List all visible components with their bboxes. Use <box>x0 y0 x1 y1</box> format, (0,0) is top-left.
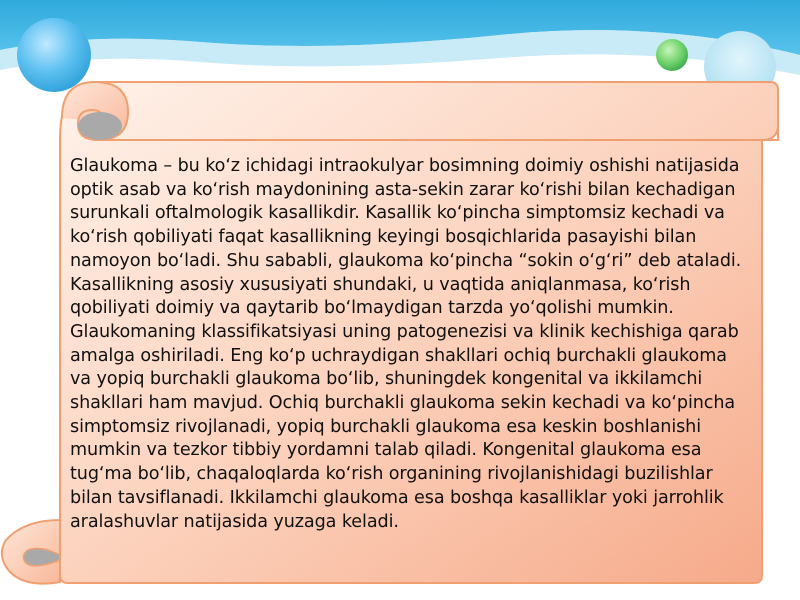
body-paragraph: Glaukoma – bu ko‘z ichidagi intraokulyar bosimning doimiy oshishi natijasida optik asab va ko‘rish maydonining asta-sekin zarar ko‘rishi bilan kechadigan surunkali oftalmologik kasallikdir. Kasallik ko‘pincha simptomsiz kechadi va ko‘rish qobiliyati faqat kasallikning keyingi bosqichlarida pasayishi bilan namoyon bo‘ladi. Shu sababli, glaukoma ko‘pincha “sokin o‘g‘ri” deb ataladi. Kasallikning asosiy xususiyati shundaki, u vaqtida aniqlanmasa, ko‘rish qobiliyati doimiy va qaytarib bo‘lmaydigan tarzda yo‘qolishi mumkin. Glaukomaning klassifikatsiyasi uning patogenezisi va klinik kechishiga qarab amalga oshiriladi. Eng ko‘p uchraydigan shakllari ochiq burchakli glaukoma va yopiq burchakli glaukoma bo‘lib, shuningdek kongenital va ikkilamchi shakllari ham mavjud. Ochiq burchakli glaukoma sekin kechadi va ko‘pincha simptomsiz rivojlanadi, yopiq burchakli glaukoma esa keskin boshlanishi mumkin va tezkor tibbiy yordamni talab qiladi. Kongenital glaukoma esa tug‘ma bo‘lib, chaqaloqlarda ko‘rish organining rivojlanishidagi buzilishlar bilan tavsiflanadi. Ikkilamchi glaukoma esa boshqa kasalliklar yoki jarrohlik aralashuvlar natijasida yuzaga keladi. <box>70 156 742 532</box>
top-curl-shadow <box>78 112 122 140</box>
blue-bubble <box>17 18 91 92</box>
green-bubble <box>656 39 688 71</box>
